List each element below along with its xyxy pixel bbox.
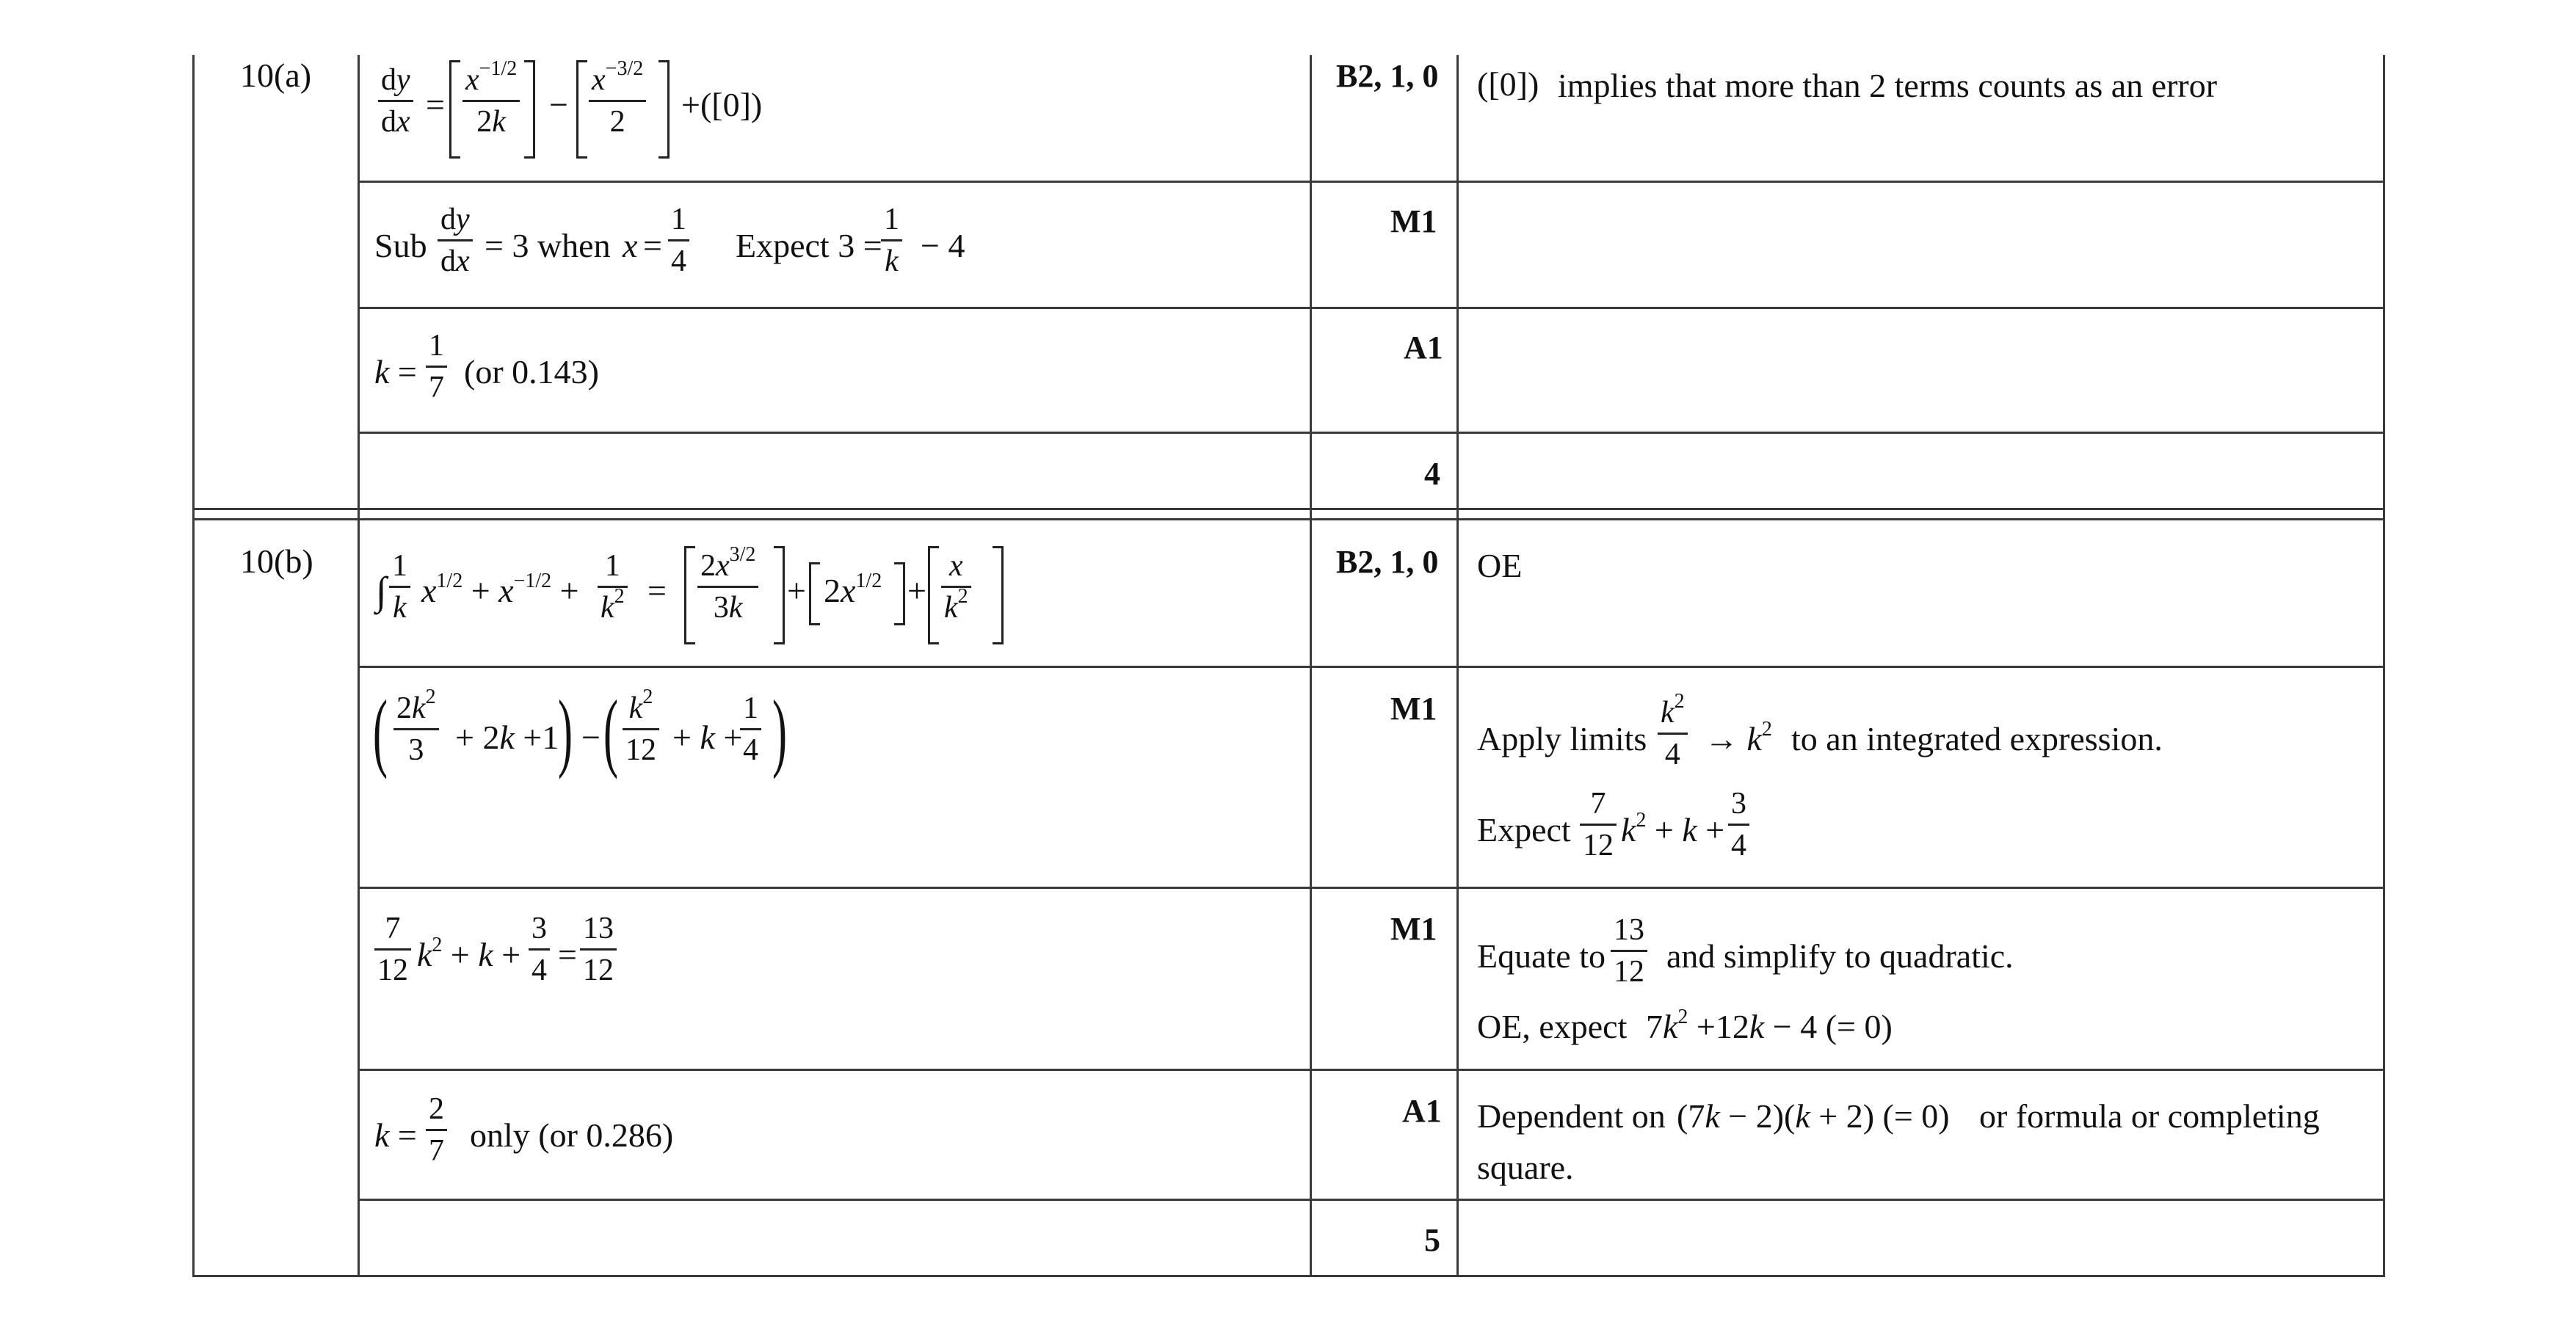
row-line	[358, 307, 2385, 309]
mark-total: 4	[1424, 456, 1440, 492]
section-separator	[192, 518, 2385, 520]
mark-label: B2, 1, 0	[1336, 544, 1439, 580]
row-line	[358, 432, 2385, 434]
section-separator	[192, 508, 2385, 510]
row-line	[358, 887, 2385, 889]
question-number: 10(a)	[240, 57, 312, 94]
comment-text: OE	[1477, 547, 1523, 584]
row-line	[358, 666, 2385, 668]
question-number: 10(b)	[240, 542, 313, 580]
comment-text: implies that more than 2 terms counts as an error	[1558, 67, 2218, 104]
mark-total: 5	[1424, 1222, 1440, 1258]
comment-prefix: ([0])	[1477, 65, 1539, 103]
mark-label: M1	[1390, 203, 1437, 239]
mark-label: A1	[1404, 330, 1443, 366]
border-left	[192, 55, 195, 1277]
mark-label: A1	[1402, 1093, 1442, 1129]
row-line	[358, 181, 2385, 183]
mark-label: M1	[1390, 691, 1437, 727]
row-line	[358, 1199, 2385, 1201]
border-bottom	[192, 1275, 2385, 1277]
mark-label: B2, 1, 0	[1336, 58, 1439, 94]
mark-label: M1	[1390, 911, 1437, 947]
row-line	[358, 1069, 2385, 1071]
